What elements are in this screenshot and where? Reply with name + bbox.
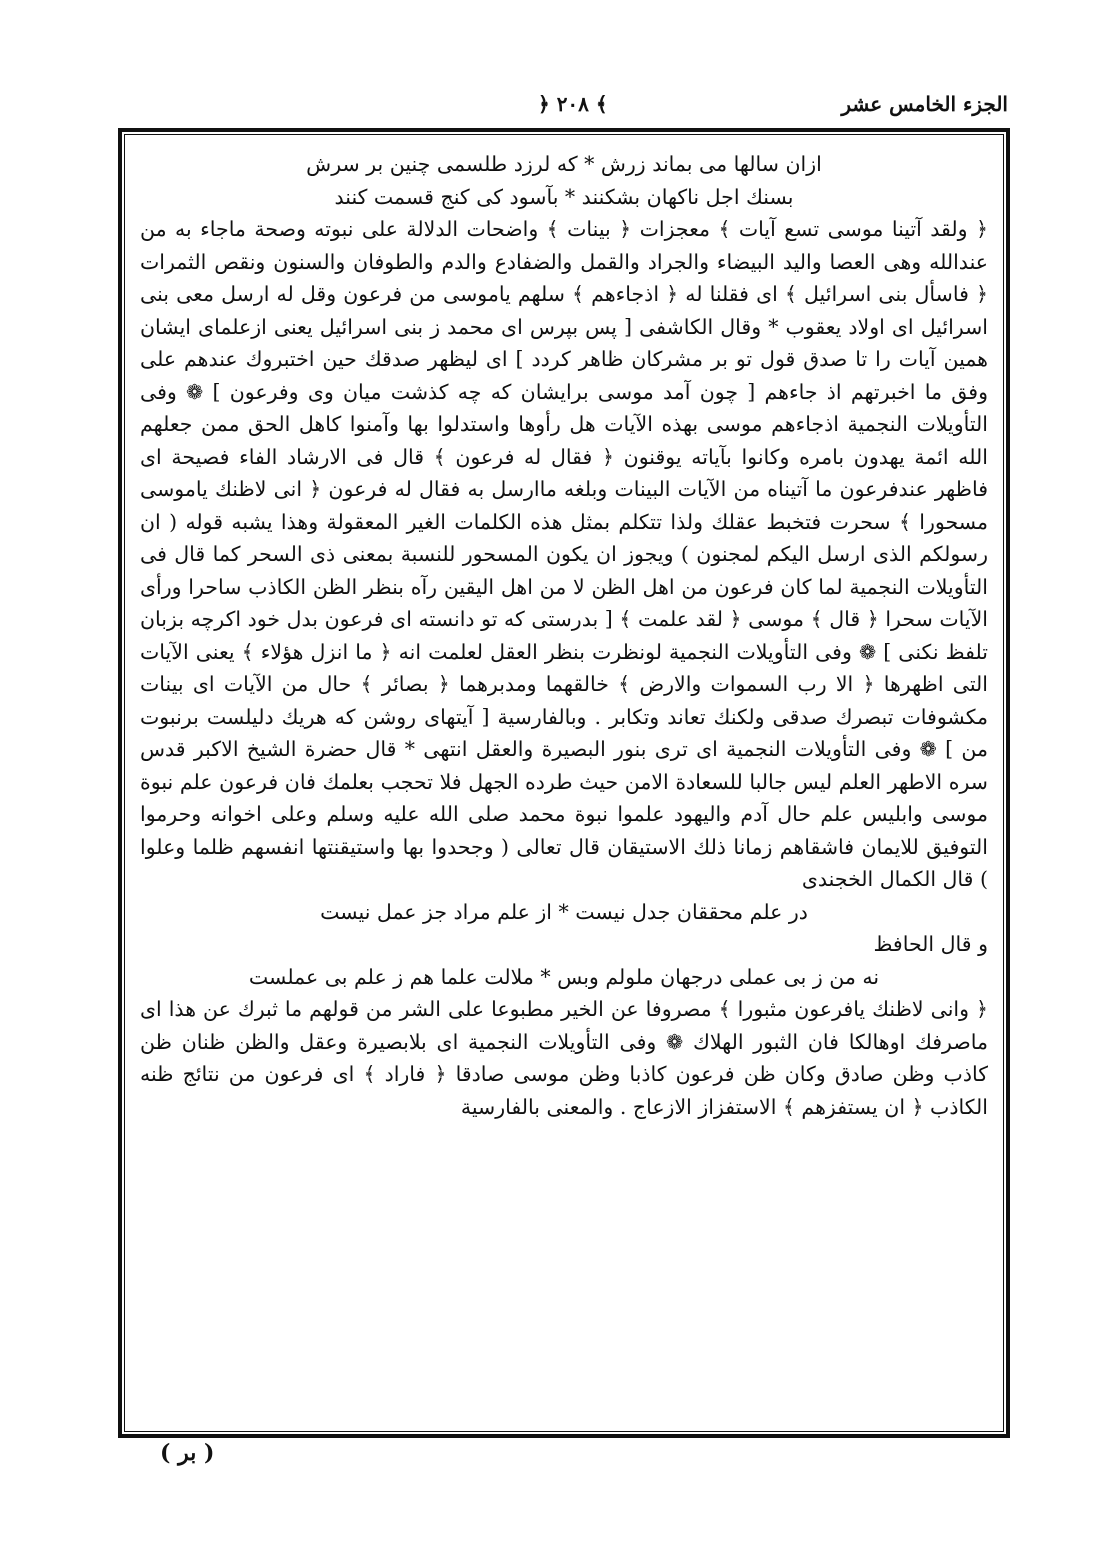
text-frame xyxy=(118,128,1010,1438)
body-paragraph: ﴿ ولقد آتينا موسى تسع آيات ﴾ معجزات ﴿ بينات ﴾ واضحات الدلالة على نبوته وصحة ماجاء به من عندالله وهى العصا واليد البيضاء والجراد والقمل والضفادع والدم والطوفان والسنون ونقص الثمرات ﴿ فاسأل بنى اسرائيل ﴾ اى فقلنا له ﴿ اذجاءهم ﴾ سلهم ياموسى من فرعون وقل له ارسل معى بنى اسرائيل اى اولاد يعقوب * وقال الكاشفى [ پس بپرس اى محمد ز بنى اسرائيل يعنى ازعلماى ايشان همين آيات را تا صدق قول تو بر مشركان ظاهر كردد ] اى ليظهر صدقك حين اختبروك عندهم على وفق ما اخبرتهم اذ جاءهم [ چون آمد موسى برايشان كه چه كذشت ميان وى وفرعون ] ❁ وفى التأويلات النجمية اذجاءهم موسى بهذه الآيات هل رأوها واستدلوا بها وآمنوا كاهل الحق ممن جعلهم الله ائمة يهدون بامره وكانوا بآياته يوقنون ﴿ فقال له فرعون ﴾ قال فى الارشاد الفاء فصيحة اى فاظهر عندفرعون ما آتيناه من الآيات البينات وبلغه ماارسل به فقال له فرعون ﴿ انى لاظنك ياموسى مسحورا ﴾ سحرت فتخبط عقلك ولذا تتكلم بمثل هذه الكلمات الغير المعقولة وهذا يشبه قوله ( ان رسولكم الذى ارسل اليكم لمجنون ) ويجوز ان يكون المسحور للنسبة بمعنى ذى السحر كما قال فى التأويلات النجمية لما كان فرعون من اهل الظن لا من اهل اليقين رآه بنظر الظن الكاذب ساحرا ورأى الآيات سحرا ﴿ قال ﴾ موسى ﴿ لقد علمت ﴾ [ بدرستى كه تو دانسته اى فرعون بدل خود اكرچه بزبان تلفظ نكنى ] ❁ وفى التأويلات النجمية لونظرت بنظر العقل لعلمت انه ﴿ ما انزل هؤلاء ﴾ يعنى الآيات التى اظهرها ﴿ الا رب السموات والارض ﴾ خالقهما ومدبرهما ﴿ بصائر ﴾ حال من الآيات اى بينات مكشوفات تبصرك صدقى ولكنك تعاند وتكابر . وبالفارسية [ آيتهاى روشن كه هريك دليلست برنبوت من ] ❁ وفى التأويلات النجمية اى ترى بنور البصيرة والعقل انتهى * قال حضرة الشيخ الاكبر قدس سره الاطهر العلم ليس جالبا للسعادة الامن حيث طرده الجهل فلا تحجب بعلمك فان فرعون علم نبوة موسى وابليس علم حال آدم واليهود علموا نبوة محمد صلى الله عليه وسلم وعلى اخوانه وحرموا التوفيق للايمان فاشقاهم زمانا ذلك الاستيقان قال تعالى ( وجحدوا بها واستيقنتها انفسهم ظلما وعلوا ) قال الكمال الخجندى xyxy=(140,217,988,891)
verse-line: ازان سالها می بماند زرش * که لرزد طلسمی چنین بر سرش xyxy=(306,152,822,176)
verse-line: در علم محققان جدل نيست * از علم مراد جز عمل نيست xyxy=(320,899,808,924)
page-number: ﴾ ٢٠٨ ﴿ xyxy=(538,92,608,116)
verse-line: نه من ز بى عملى درجهان ملولم وبس * ملالت علما هم ز علم بى عملست xyxy=(248,964,880,989)
page-content xyxy=(140,148,988,1424)
signature-mark: ( بر ) xyxy=(160,1440,215,1466)
verse-line: بسنك اجل ناكهان بشكنند * بآسود كی كنج قسمت كنند xyxy=(334,184,794,209)
attribution-label: و قال الحافظ xyxy=(873,932,988,956)
page-header xyxy=(118,92,1008,128)
body-paragraph: ﴿ وانى لاظنك يافرعون مثبورا ﴾ مصروفا عن الخير مطبوعا على الشر من قولهم ما ثبرك عن هذا اى ماصرفك اوهالكا فان الثبور الهلاك ❁ وفى التأويلات النجمية اى بلابصيرة وعقل والظن ظنان ظن كاذب وظن صادق وكان ظن فرعون كاذبا وظن موسى صادقا ﴿ فاراد ﴾ اى فرعون من نتائج ظنه الكاذب ﴿ ان يستفزهم ﴾ الاستفزاز الازعاج . والمعنى بالفارسية xyxy=(140,997,988,1119)
section-title: الجزء الخامس عشر xyxy=(841,92,1008,116)
